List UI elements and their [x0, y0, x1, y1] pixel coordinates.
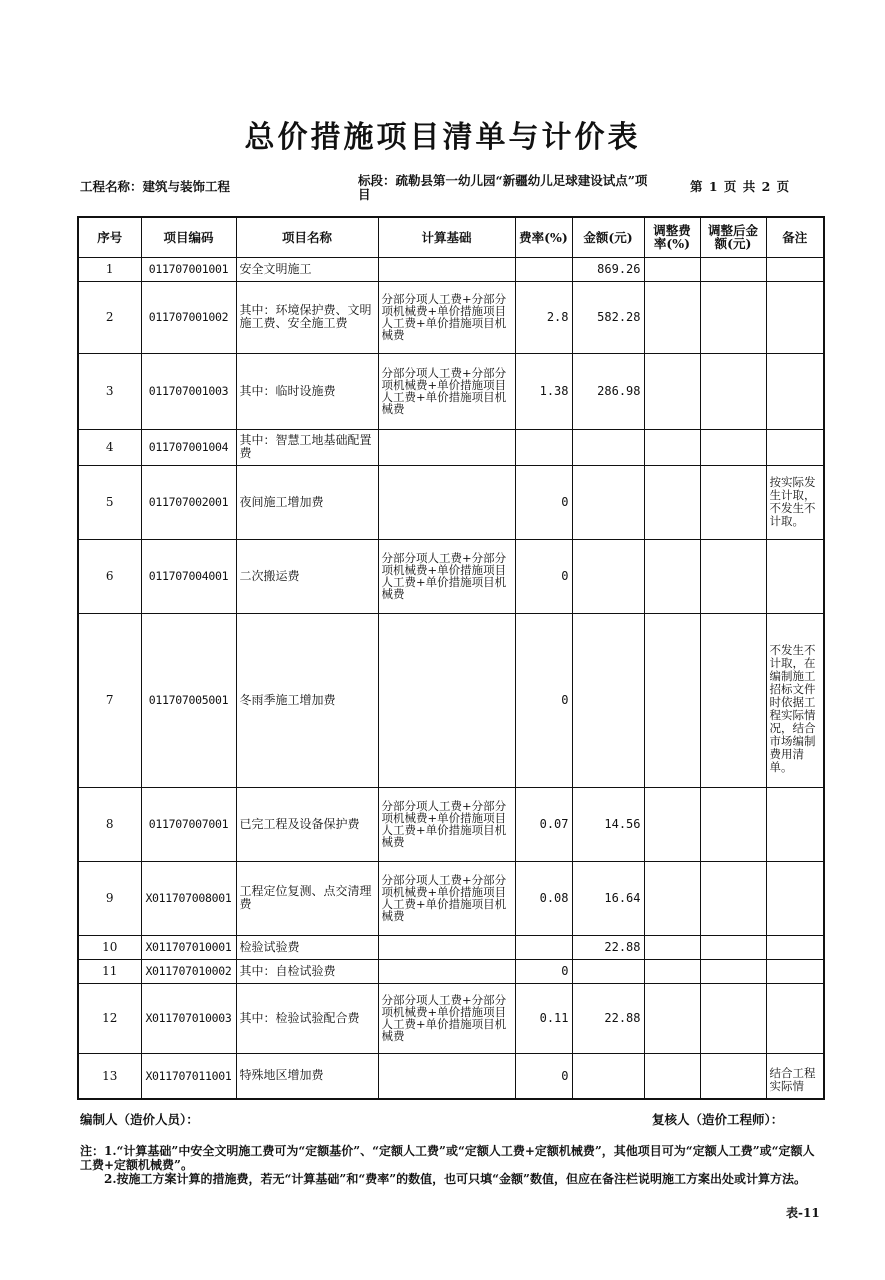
cell-rate — [515, 429, 572, 465]
cell-adj-amount — [700, 465, 766, 539]
cell-no: 9 — [78, 861, 141, 935]
cell-adj-rate — [644, 959, 700, 983]
cell-remark — [766, 935, 824, 959]
cell-basis — [378, 935, 515, 959]
cell-adj-amount — [700, 983, 766, 1053]
cell-adj-amount — [700, 429, 766, 465]
cell-amount — [572, 1053, 644, 1099]
cell-code: 011707007001 — [141, 787, 236, 861]
cell-adj-amount — [700, 935, 766, 959]
cell-rate: 1.38 — [515, 353, 572, 429]
col-header-no: 序号 — [78, 217, 141, 257]
cell-no: 11 — [78, 959, 141, 983]
footnote-1: 注：1.“计算基础”中安全文明施工费可为“定额基价”、“定额人工费”或“定额人工费+定额机械费”，其他项目可为“定额人工费”或“定额人工费+定额机械费”。 — [80, 1144, 815, 1172]
cell-adj-amount — [700, 353, 766, 429]
cell-rate: 0.07 — [515, 787, 572, 861]
table-row — [78, 861, 824, 935]
cell-basis — [378, 465, 515, 539]
cell-basis: 分部分项人工费+分部分项机械费+单价措施项目人工费+单价措施项目机械费 — [378, 983, 515, 1053]
cell-adj-rate — [644, 935, 700, 959]
cell-remark: 按实际发生计取，不发生不计取。 — [766, 465, 824, 539]
cell-rate: 0.08 — [515, 861, 572, 935]
col-header-rate: 费率(%) — [515, 217, 572, 257]
cell-remark — [766, 281, 824, 353]
cell-name: 其中：环境保护费、文明施工费、安全施工费 — [236, 281, 378, 353]
cell-no: 7 — [78, 613, 141, 787]
cell-amount: 286.98 — [572, 353, 644, 429]
cell-code: 011707001002 — [141, 281, 236, 353]
cell-code: X011707008001 — [141, 861, 236, 935]
cell-remark — [766, 787, 824, 861]
cell-code: 011707005001 — [141, 613, 236, 787]
footnote-2: 2.按施工方案计算的措施费，若无“计算基础”和“费率”的数值，也可只填“金额”数值，但应在备注栏说明施工方案出处或计算方法。 — [104, 1172, 806, 1186]
cell-adj-amount — [700, 959, 766, 983]
cell-basis: 分部分项人工费+分部分项机械费+单价措施项目人工费+单价措施项目机械费 — [378, 787, 515, 861]
cell-basis — [378, 429, 515, 465]
cell-name: 其中：自检试验费 — [236, 959, 378, 983]
project-name: 工程名称：建筑与装饰工程 — [80, 179, 231, 194]
preparer-signature: 编制人（造价人员）： — [80, 1112, 199, 1127]
cell-rate — [515, 935, 572, 959]
cell-rate — [515, 257, 572, 281]
cell-basis: 分部分项人工费+分部分项机械费+单价措施项目人工费+单价措施项目机械费 — [378, 353, 515, 429]
cell-amount — [572, 959, 644, 983]
cell-adj-rate — [644, 281, 700, 353]
cell-basis — [378, 1053, 515, 1099]
table-row — [78, 539, 824, 613]
cell-code: 011707004001 — [141, 539, 236, 613]
table-row — [78, 465, 824, 539]
cell-no: 8 — [78, 787, 141, 861]
cell-no: 3 — [78, 353, 141, 429]
cell-basis — [378, 257, 515, 281]
cell-no: 1 — [78, 257, 141, 281]
cell-name: 二次搬运费 — [236, 539, 378, 613]
cell-basis — [378, 959, 515, 983]
form-number: 表-11 — [786, 1206, 820, 1220]
col-header-amount: 金额(元) — [572, 217, 644, 257]
cell-name: 特殊地区增加费 — [236, 1053, 378, 1099]
table-row — [78, 429, 824, 465]
cell-name: 已完工程及设备保护费 — [236, 787, 378, 861]
table-row — [78, 983, 824, 1053]
cell-adj-rate — [644, 983, 700, 1053]
cell-no: 6 — [78, 539, 141, 613]
cell-name: 其中：检验试验配合费 — [236, 983, 378, 1053]
cell-remark — [766, 861, 824, 935]
reviewer-signature: 复核人（造价工程师）： — [652, 1112, 784, 1127]
table-row — [78, 613, 824, 787]
cell-adj-rate — [644, 353, 700, 429]
cell-no: 4 — [78, 429, 141, 465]
table-row — [78, 281, 824, 353]
cell-basis: 分部分项人工费+分部分项机械费+单价措施项目人工费+单价措施项目机械费 — [378, 539, 515, 613]
table-row — [78, 257, 824, 281]
cell-amount: 582.28 — [572, 281, 644, 353]
cell-rate: 0.11 — [515, 983, 572, 1053]
cell-remark — [766, 429, 824, 465]
cell-code: X011707010003 — [141, 983, 236, 1053]
cell-remark — [766, 959, 824, 983]
cell-basis — [378, 613, 515, 787]
cell-code: 011707001001 — [141, 257, 236, 281]
measures-table — [77, 216, 825, 1100]
cell-name: 其中：临时设施费 — [236, 353, 378, 429]
cell-code: X011707011001 — [141, 1053, 236, 1099]
cell-remark — [766, 983, 824, 1053]
cell-no: 10 — [78, 935, 141, 959]
cell-name: 冬雨季施工增加费 — [236, 613, 378, 787]
cell-adj-amount — [700, 257, 766, 281]
cell-adj-amount — [700, 281, 766, 353]
cell-basis: 分部分项人工费+分部分项机械费+单价措施项目人工费+单价措施项目机械费 — [378, 861, 515, 935]
section-name: 标段：疏勒县第一幼儿园“新疆幼儿足球建设试点”项目 — [358, 173, 648, 202]
cell-code: X011707010002 — [141, 959, 236, 983]
cell-amount: 22.88 — [572, 935, 644, 959]
cell-adj-rate — [644, 429, 700, 465]
cell-adj-amount — [700, 539, 766, 613]
cell-rate: 0 — [515, 465, 572, 539]
table-row — [78, 787, 824, 861]
cell-adj-rate — [644, 787, 700, 861]
cell-rate: 0 — [515, 1053, 572, 1099]
cell-amount: 16.64 — [572, 861, 644, 935]
cell-adj-amount — [700, 1053, 766, 1099]
cell-amount — [572, 539, 644, 613]
cell-adj-rate — [644, 465, 700, 539]
table-row — [78, 935, 824, 959]
cell-name: 夜间施工增加费 — [236, 465, 378, 539]
cell-adj-rate — [644, 613, 700, 787]
cell-rate: 0 — [515, 613, 572, 787]
cell-name: 其中：智慧工地基础配置费 — [236, 429, 378, 465]
col-header-name: 项目名称 — [236, 217, 378, 257]
page-indicator: 第 1 页 共 2 页 — [690, 179, 791, 194]
cell-adj-rate — [644, 1053, 700, 1099]
col-header-adj-amount: 调整后金额(元) — [700, 217, 766, 257]
cell-adj-amount — [700, 613, 766, 787]
cell-code: 011707001004 — [141, 429, 236, 465]
col-header-adj-rate: 调整费率(%) — [644, 217, 700, 257]
cell-remark — [766, 353, 824, 429]
cell-remark — [766, 257, 824, 281]
cell-amount — [572, 613, 644, 787]
cell-code: 011707001003 — [141, 353, 236, 429]
cell-amount — [572, 465, 644, 539]
col-header-remark: 备注 — [766, 217, 824, 257]
cell-code: X011707010001 — [141, 935, 236, 959]
cell-remark: 结合工程实际情 — [766, 1053, 824, 1099]
cell-code: 011707002001 — [141, 465, 236, 539]
cell-no: 12 — [78, 983, 141, 1053]
cell-adj-rate — [644, 861, 700, 935]
table-row — [78, 1053, 824, 1099]
col-header-code: 项目编码 — [141, 217, 236, 257]
cell-adj-rate — [644, 257, 700, 281]
table-row — [78, 959, 824, 983]
cell-no: 13 — [78, 1053, 141, 1099]
table-header-row — [78, 217, 824, 257]
cell-basis: 分部分项人工费+分部分项机械费+单价措施项目人工费+单价措施项目机械费 — [378, 281, 515, 353]
cell-rate: 0 — [515, 959, 572, 983]
document-title: 总价措施项目清单与计价表 — [244, 120, 641, 155]
cell-adj-rate — [644, 539, 700, 613]
cell-adj-amount — [700, 861, 766, 935]
cell-name: 工程定位复测、点交清理费 — [236, 861, 378, 935]
cell-amount: 14.56 — [572, 787, 644, 861]
footnotes — [80, 1144, 820, 1186]
cell-amount — [572, 429, 644, 465]
table-row — [78, 353, 824, 429]
cell-no: 5 — [78, 465, 141, 539]
col-header-basis: 计算基础 — [378, 217, 515, 257]
cell-amount: 22.88 — [572, 983, 644, 1053]
cell-name: 安全文明施工 — [236, 257, 378, 281]
cell-adj-amount — [700, 787, 766, 861]
cell-name: 检验试验费 — [236, 935, 378, 959]
cell-rate: 2.8 — [515, 281, 572, 353]
cell-no: 2 — [78, 281, 141, 353]
cell-amount: 869.26 — [572, 257, 644, 281]
cell-rate: 0 — [515, 539, 572, 613]
cell-remark — [766, 539, 824, 613]
cell-remark: 不发生不计取，在编制施工招标文件时依据工程实际情况，结合市场编制费用清单。 — [766, 613, 824, 787]
